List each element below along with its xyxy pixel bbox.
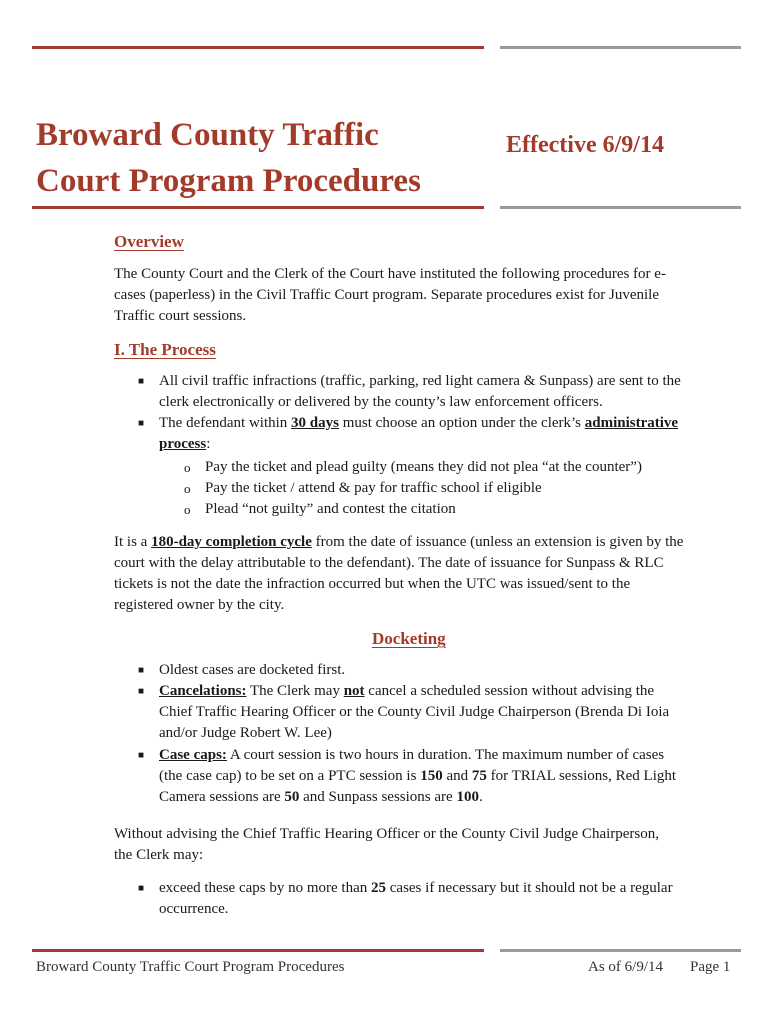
overview-line-2: cases (paperless) in the Civil Traffic Court program. Separate procedures exist for Juvenile bbox=[114, 287, 659, 303]
top-red-rule bbox=[32, 46, 484, 49]
without-line-1: Without advising the Chief Traffic Hearing Officer or the County Civil Judge Chairperson, bbox=[114, 826, 660, 842]
title-line-1: Broward County Traffic bbox=[36, 117, 379, 153]
caps-line-2: (the case cap) to be set on a PTC session is 150 and 75 for TRIAL sessions, Red Light bbox=[159, 768, 677, 784]
cancelations-label: Cancelations: bbox=[159, 683, 247, 699]
option-item: Pay the ticket and plead guilty (means they did not plea “at the counter”) bbox=[205, 459, 642, 475]
square-bullet-icon: ■ bbox=[138, 376, 145, 387]
caps-line-3: Camera sessions are 50 and Sunpass sessions are 100. bbox=[159, 789, 483, 805]
administrative-word: administrative bbox=[584, 415, 679, 431]
overview-paragraph bbox=[114, 264, 714, 327]
docket-bullet-case-caps bbox=[159, 745, 729, 808]
square-bullet-icon: ■ bbox=[138, 883, 145, 894]
top-gray-rule bbox=[500, 46, 741, 49]
process-bullet-2-line-2: process: bbox=[159, 436, 211, 452]
cancel-line-1: Cancelations: The Clerk may not cancel a scheduled session without advising the bbox=[159, 683, 655, 699]
effective-date: Effective 6/9/14 bbox=[506, 132, 664, 158]
docket-bullet-cancelations bbox=[159, 681, 729, 744]
option-item: Plead “not guilty” and contest the citation bbox=[205, 501, 456, 517]
exceed-caps-bullet bbox=[159, 878, 729, 920]
process-word: process bbox=[159, 436, 207, 452]
footer-page-number: Page 1 bbox=[690, 959, 731, 975]
not-word: not bbox=[343, 683, 365, 699]
square-bullet-icon: ■ bbox=[138, 750, 145, 761]
thirty-days: 30 days bbox=[291, 415, 339, 431]
process-bullet-2-line-1: The defendant within 30 days must choose an option under the clerk’s administrative bbox=[159, 415, 679, 431]
title-line-2: Court Program Procedures bbox=[36, 163, 421, 199]
footer-gray-rule bbox=[500, 949, 741, 952]
cycle-line-2: court with the delay attributable to the defendant). The date of issuance for Sunpass & RLC bbox=[114, 555, 664, 571]
overview-line-3: Traffic court sessions. bbox=[114, 308, 247, 324]
square-bullet-icon: ■ bbox=[138, 665, 145, 676]
without-advising-paragraph bbox=[114, 824, 714, 866]
overview-line-1: The County Court and the Clerk of the Court have instituted the following procedures for e- bbox=[114, 266, 666, 282]
process-bullet-1-line-2: clerk electronically or delivered by the county’s law enforcement officers. bbox=[159, 394, 603, 410]
square-bullet-icon: ■ bbox=[138, 686, 145, 697]
exceed-line-2: occurrence. bbox=[159, 901, 229, 917]
title-red-rule bbox=[32, 206, 484, 209]
cycle-term: 180-day completion cycle bbox=[151, 534, 312, 550]
circle-bullet-icon: o bbox=[184, 502, 191, 517]
footer-red-rule bbox=[32, 949, 484, 952]
case-caps-label: Case caps: bbox=[159, 747, 227, 763]
title-gray-rule bbox=[500, 206, 741, 209]
process-bullet-2 bbox=[159, 413, 729, 455]
docket-bullet-oldest: Oldest cases are docketed first. bbox=[159, 662, 346, 678]
cycle-line-4: registered owner by the city. bbox=[114, 597, 285, 613]
cycle-paragraph bbox=[114, 532, 714, 616]
square-bullet-icon: ■ bbox=[138, 418, 145, 429]
overview-heading: Overview bbox=[114, 232, 184, 251]
cycle-line-1: It is a 180-day completion cycle from the date of issuance (unless an extension is given by the bbox=[114, 534, 684, 550]
footer-as-of-date: As of 6/9/14 bbox=[588, 959, 663, 975]
caps-line-1: Case caps: A court session is two hours in duration. The maximum number of cases bbox=[159, 747, 665, 763]
exceed-line-1: exceed these caps by no more than 25 cases if necessary but it should not be a regular bbox=[159, 880, 673, 896]
process-heading: I. The Process bbox=[114, 340, 216, 359]
docketing-heading: Docketing bbox=[372, 629, 446, 648]
option-item: Pay the ticket / attend & pay for traffic school if eligible bbox=[205, 480, 542, 496]
without-line-2: the Clerk may: bbox=[114, 847, 204, 863]
process-bullet-1-line-1: All civil traffic infractions (traffic, parking, red light camera & Sunpass) are sent to the bbox=[159, 373, 681, 389]
footer-document-title: Broward County Traffic Court Program Procedures bbox=[36, 959, 345, 975]
process-bullet-1 bbox=[159, 371, 729, 413]
circle-bullet-icon: o bbox=[184, 481, 191, 496]
cancel-line-3: and/or Judge Robert W. Lee) bbox=[159, 725, 332, 741]
page-title bbox=[36, 112, 506, 204]
circle-bullet-icon: o bbox=[184, 460, 191, 475]
cancel-line-2: Chief Traffic Hearing Officer or the County Civil Judge Chairperson (Brenda Di Ioia bbox=[159, 704, 670, 720]
cycle-line-3: tickets is not the date the infraction occurred but when the UTC was issued/sent to the bbox=[114, 576, 631, 592]
